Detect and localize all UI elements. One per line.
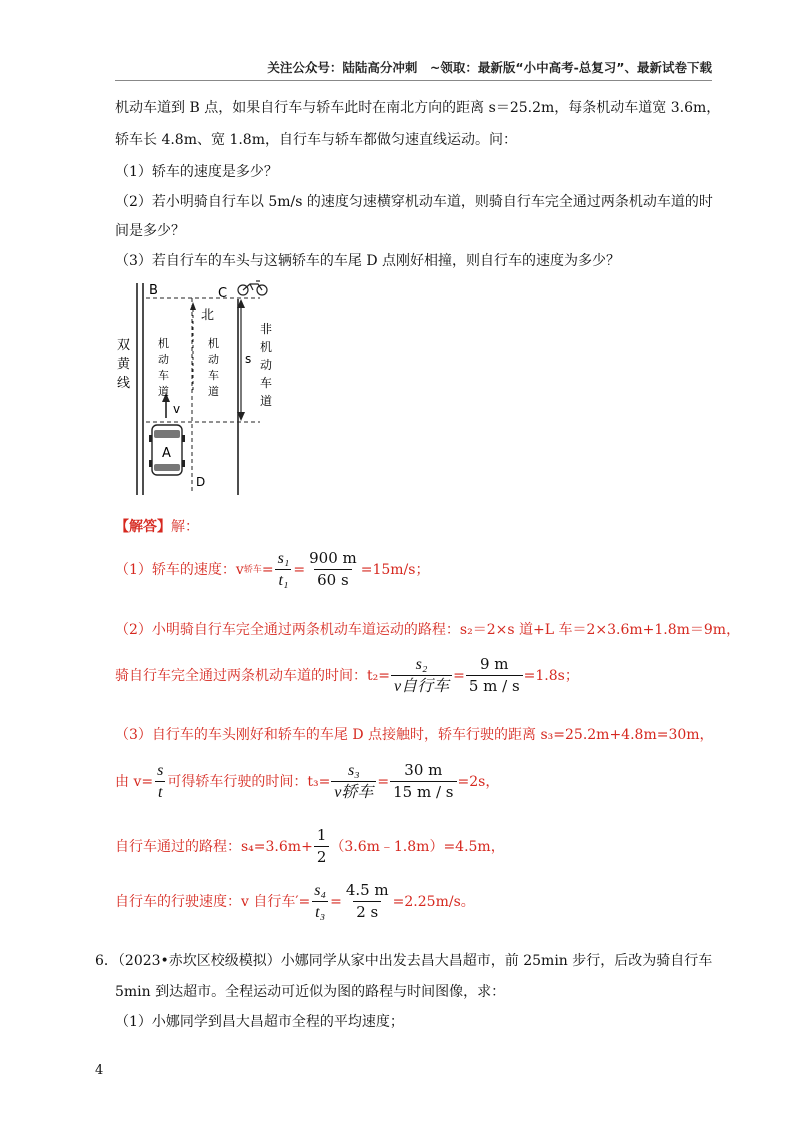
nonmotor-char-5: 道 <box>260 394 273 408</box>
label-d: D <box>196 475 206 489</box>
nonmotor-char-1: 非 <box>260 322 273 336</box>
a3b-frac-symbolic <box>331 762 376 801</box>
double-yellow-1: 双 <box>117 338 131 353</box>
a2b-result: =1.8s； <box>523 667 579 684</box>
nonmotor-char-3: 动 <box>260 358 273 372</box>
problem-6-question-1: （1）小娜同学到昌大昌超市全程的平均速度； <box>115 1014 404 1030</box>
a3b-frac1-den: v轿车 <box>331 781 376 801</box>
question-2b: 间是多少？ <box>115 223 185 239</box>
answer-2b: 骑自行车完全通过两条机动车道的时间：t₂= $\frac{\text{s₂}}{\text{v自行车}}$ = $\frac{9 m}{5 m / s}$ =1.8s； <box>115 655 579 695</box>
label-c: C <box>218 286 228 301</box>
distance-label: s <box>245 352 252 366</box>
a1-frac1-den: t₁ <box>275 569 291 589</box>
double-yellow-3: 线 <box>117 376 131 391</box>
lane1-char-4: 道 <box>158 385 169 398</box>
label-b: B <box>149 283 158 298</box>
page-number: 4 <box>95 1063 104 1078</box>
lane2-char-2: 动 <box>208 353 219 366</box>
a3c-frac-den: 2 <box>314 846 330 866</box>
lane1-char-2: 动 <box>158 353 169 366</box>
a3d-frac2-den: 2 s <box>353 901 381 921</box>
a1-result: =15m/s； <box>360 561 430 578</box>
a1-frac-numeric <box>306 550 360 589</box>
solution-intro: 解： <box>171 519 199 535</box>
a3d-frac1-den: t₃ <box>312 901 328 921</box>
a2b-frac2-num: 9 m <box>479 655 509 673</box>
nonmotor-char-4: 车 <box>260 376 273 390</box>
header-rule <box>115 80 712 81</box>
a3b-frac1-num: s₃ <box>347 762 360 779</box>
problem-line-2: 轿车长 4.8m、宽 1.8m，自行车与轿车都做匀速直线运动。问： <box>115 132 517 148</box>
a2b-frac1-den: v自行车 <box>391 675 452 695</box>
a3b-frac0-den: t <box>155 781 165 801</box>
a3b-frac0-num: s <box>157 762 164 779</box>
a3b-frac2-num: 30 m <box>404 761 443 779</box>
solution-heading <box>115 518 199 536</box>
question-1: （1）轿车的速度是多少？ <box>115 164 278 180</box>
bicycle-icon <box>238 281 267 295</box>
a2b-frac2-den: 5 m / s <box>466 675 523 695</box>
a3b-frac-numeric <box>390 762 456 801</box>
north-label: 北 <box>201 308 215 323</box>
page-header: 关注公众号：陆陆高分冲刺 ~领取：最新版“小中高考-总复习”、最新试卷下载 <box>267 60 712 75</box>
lane2-char-1: 机 <box>208 337 219 350</box>
answer-3: （3）自行车的车头刚好和轿车的车尾 D 点接触时，轿车行驶的距离 s₃=25.2m+4.8m=30m， <box>115 727 714 743</box>
answer-1: （1）轿车的速度：v 轿车 = $\frac{\text{s₁}}{\text{t₁}}$ = $\frac{900 m}{60 s}$ =15m/s； <box>115 549 430 589</box>
lane2-char-4: 道 <box>208 385 219 398</box>
a1-frac-symbolic <box>275 550 293 589</box>
label-a: A <box>162 446 171 461</box>
answer-2: （2）小明骑自行车完全通过两条机动车道运动的路程：s₂＝2×s 道+L 车＝2×3.6m+1.8m＝9m， <box>115 622 741 638</box>
a3d-frac-symbolic <box>311 882 329 921</box>
lane1-char-1: 机 <box>158 337 169 350</box>
nonmotor-char-2: 机 <box>260 340 273 354</box>
solution-bracket: 【解答】 <box>115 519 171 535</box>
a1-frac1-num: s₁ <box>277 550 290 567</box>
a2b-frac-numeric <box>466 656 523 695</box>
a3c-frac-num: 1 <box>316 826 327 844</box>
answer-3b: 由 v= $\frac{s}{t}$ 可得轿车行驶的时间：t₃= $\frac{\text{s₃}}{\text{v轿车}}$ = $\frac{30 m}{15 m / s}$ =2s， <box>115 761 500 801</box>
a3b-frac2-den: 15 m / s <box>390 781 456 801</box>
a2b-frac-symbolic <box>391 656 452 695</box>
a3d-frac2-num: 4.5 m <box>345 881 389 899</box>
a3d-pre: 自行车的行驶速度：v 自行车′= <box>115 893 311 910</box>
a3b-result: =2s， <box>457 773 500 790</box>
a1-frac2-num: 900 m <box>309 549 357 567</box>
a2b-label: 骑自行车完全通过两条机动车道的时间：t₂= <box>115 667 390 684</box>
answer-3d: 自行车的行驶速度：v 自行车′= $\frac{\text{s₄}}{\text{t₃}}$ = $\frac{4.5 m}{2 s}$ =2.25m/s。 <box>115 881 475 921</box>
double-yellow-2: 黄 <box>117 357 131 372</box>
a3c-pre: 自行车通过的路程：s₄=3.6m+ <box>115 838 313 855</box>
a1-sub: 轿车 <box>243 564 262 575</box>
lane1-char-3: 车 <box>158 369 169 382</box>
question-2a: （2）若小明骑自行车以 5m/s 的速度匀速横穿机动车道，则骑自行车完全通过两条机动车道的时 <box>115 194 713 210</box>
a3c-post: （3.6m﹣1.8m）=4.5m， <box>330 838 505 855</box>
problem-6-line-2: 5min 到达超市。全程运动可近似为图的路程与时间图像，求： <box>115 984 506 1000</box>
question-3: （3）若自行车的车头与这辆轿车的车尾 D 点刚好相撞，则自行车的速度为多少？ <box>115 253 621 269</box>
a3d-frac1-num: s₄ <box>314 882 327 899</box>
lane2-char-3: 车 <box>208 369 219 382</box>
a3d-frac-numeric <box>343 882 392 921</box>
a3d-result: =2.25m/s。 <box>392 893 475 910</box>
a1-frac2-den: 60 s <box>314 569 352 589</box>
a2b-frac1-num: s₂ <box>415 656 428 673</box>
velocity-label: v <box>173 402 181 416</box>
a3b-pre: 由 v= <box>115 773 154 790</box>
problem-6-line-1: 6．（2023•赤坎区校级模拟）小娜同学从家中出发去昌大昌超市，前 25min 步行，后改为骑自行车 <box>95 953 713 969</box>
a3c-frac <box>314 827 330 866</box>
a1-eq: = <box>261 561 274 578</box>
a3b-mid: 可得轿车行驶的时间：t₃= <box>167 773 331 790</box>
road-figure <box>110 275 300 500</box>
a3b-frac-formula <box>154 762 166 801</box>
answer-3c <box>115 827 505 866</box>
a1-label: （1）轿车的速度：v <box>115 561 244 578</box>
problem-line-1: 机动车道到 B 点，如果自行车与轿车此时在南北方向的距离 s＝25.2m，每条机动车道宽 3.6m， <box>115 100 721 116</box>
